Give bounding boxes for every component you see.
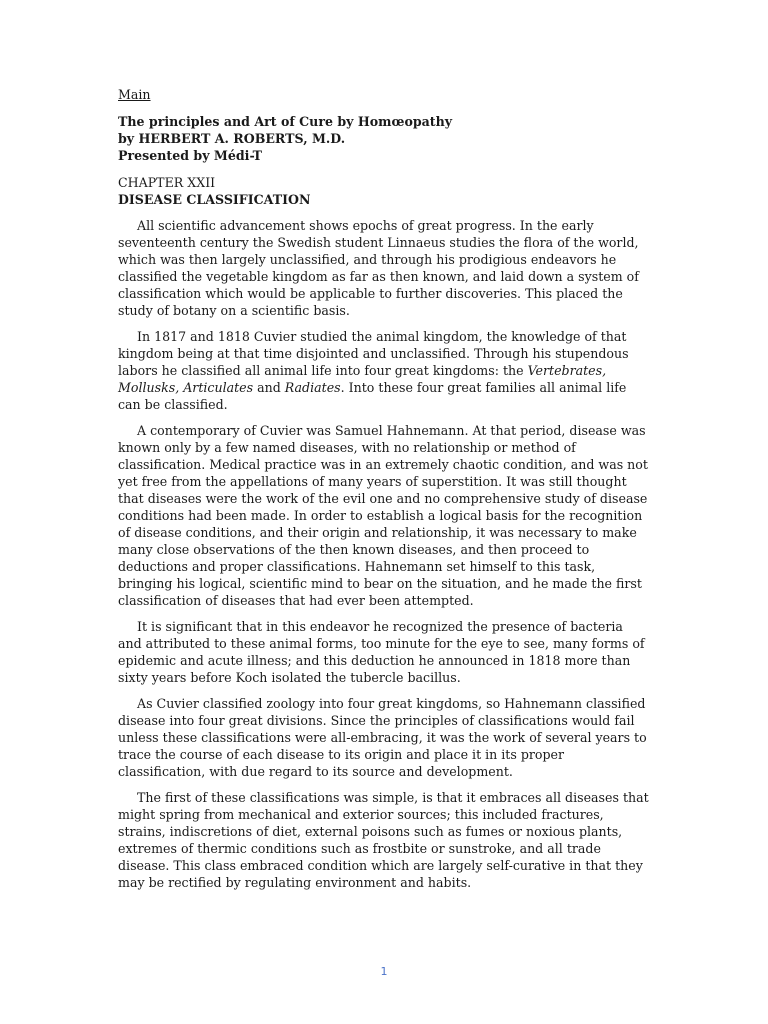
paragraph-2-text-a: In 1817 and 1818 Cuvier studied the animal kingdom, the knowledge of that kingdom being at that time disjointed and unclassified. Through his stupendous labors he classified all animal life into four great kingdoms: the	[118, 329, 629, 378]
paragraph-6: The first of these classifications was simple, is that it embraces all diseases that might spring from mechanical and exterior sources; this included fractures, strains, indiscretions of diet, external poisons such as fumes or noxious plants, extremes of thermic conditions such as frostbite or sunstroke, and all trade disease. This class embraced condition which are largely self-curative in that they may be rectified by regulating environment and habits.	[118, 790, 649, 890]
page-number: 1	[380, 965, 388, 978]
presenter-line: Presented by Médi-T	[118, 148, 262, 163]
paragraph-1: All scientific advancement shows epochs of great progress. In the early seventeenth century the Swedish student Linnaeus studies the flora of the world, which was then largely unclassified, and through his prodigious endeavors he classified the vegetable kingdom as far as then known, and laid down a system of classification which would be applicable to further discoveries. This placed the study of botany on a scientific basis.	[118, 218, 639, 318]
chapter-title: DISEASE CLASSIFICATION	[118, 192, 311, 207]
title-block	[118, 113, 650, 164]
main-link[interactable]: Main	[118, 87, 151, 102]
paragraph-2-text-e: . Into these four great families all animal life can be classified.	[118, 380, 627, 412]
paragraph-5: As Cuvier classified zoology into four great kingdoms, so Hahnemann classified disease into four great divisions. Since the principles of classifications would fail unless these classifications were all-embracing, it was the work of several years to trace the course of each disease to its origin and place it in its proper classification, with due regard to its source and development.	[118, 696, 647, 779]
paragraph-4: It is significant that in this endeavor he recognized the presence of bacteria and attributed to these animal forms, too minute for the eye to see, many forms of epidemic and acute illness; and this deduction he announced in 1818 more than sixty years before Koch isolated the tubercle bacillus.	[118, 619, 645, 685]
chapter-number: CHAPTER XXII	[118, 175, 216, 190]
paragraph-2-text-c: and	[253, 380, 285, 395]
document-page	[118, 86, 650, 900]
chapter-heading	[118, 174, 650, 208]
paragraph-2-italic-kingdoms: Vertebrates, Mollusks, Articulates	[118, 363, 607, 395]
author-line: by HERBERT A. ROBERTS, M.D.	[118, 131, 346, 146]
paragraph-2	[118, 328, 650, 413]
paragraph-3: A contemporary of Cuvier was Samuel Hahnemann. At that period, disease was known only by a few named diseases, with no relationship or method of classification. Medical practice was in an extremely chaotic condition, and was not yet free from the appellations of many years of superstition. It was still thought that diseases were the work of the evil one and no comprehensive study of disease conditions had been made. In order to establish a logical basis for the recognition of disease conditions, and their origin and relationship, it was necessary to make many close observations of the then known diseases, and then proceed to deductions and proper classifications. Hahnemann set himself to this task, bringing his logical, scientific mind to bear on the situation, and he made the first classification of diseases that had ever been attempted.	[118, 423, 648, 608]
paragraph-2-italic-radiates: Radiates	[284, 380, 341, 395]
book-title: The principles and Art of Cure by Homœopathy	[118, 114, 453, 129]
